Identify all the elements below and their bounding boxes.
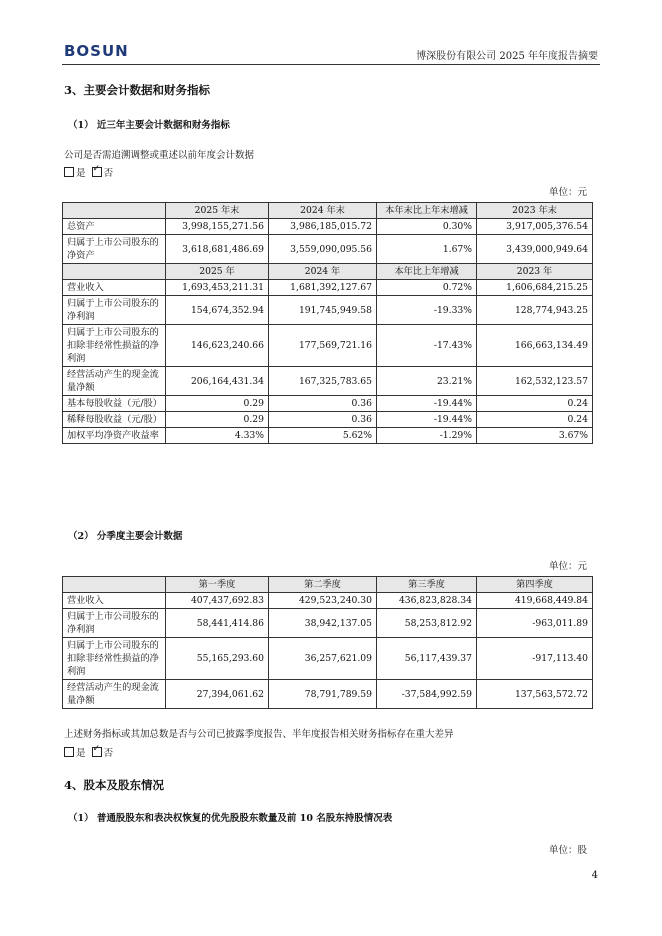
table-row <box>63 325 593 367</box>
row-label: 归属于上市公司股东的扣除非经常性损益的净利润 <box>63 325 166 367</box>
table-row <box>63 412 593 428</box>
no-label: 否 <box>103 168 114 179</box>
yes-label: 是 <box>76 748 86 759</box>
table-header-row <box>63 203 593 219</box>
data-cell: 78,791,789.59 <box>269 680 377 709</box>
data-cell: 0.24 <box>477 412 593 428</box>
table-row <box>63 280 593 296</box>
header-blank-cell <box>63 264 166 280</box>
column-header: 2023 年 <box>477 264 593 280</box>
data-cell: 36,257,621.09 <box>269 638 377 680</box>
company-logo: BOSUN <box>64 42 129 60</box>
data-cell: 162,532,123.57 <box>477 367 593 396</box>
unit-label-2: 单位：元 <box>548 561 587 572</box>
header-blank-cell <box>63 577 166 593</box>
column-header: 2025 年末 <box>166 203 269 219</box>
column-header: 本年末比上年末增减 <box>377 203 477 219</box>
data-cell: 3.67% <box>477 428 593 444</box>
data-cell: 1,693,453,211.31 <box>166 280 269 296</box>
data-cell: 429,523,240.30 <box>269 593 377 609</box>
table-row <box>63 235 593 264</box>
data-cell: 0.36 <box>269 396 377 412</box>
data-cell: -19.44% <box>377 396 477 412</box>
quarterly-data-table <box>62 576 593 709</box>
checkbox-yes <box>64 747 74 757</box>
section-3-title: 3、主要会计数据和财务指标 <box>64 83 211 97</box>
column-header: 2025 年 <box>166 264 269 280</box>
data-cell: 177,569,721.16 <box>269 325 377 367</box>
retro-answer <box>64 165 113 179</box>
row-label: 经营活动产生的现金流量净额 <box>63 680 166 709</box>
data-cell: 3,439,000,949.64 <box>477 235 593 264</box>
unit-label-3: 单位：股 <box>548 845 587 856</box>
table-row <box>63 296 593 325</box>
row-label: 加权平均净资产收益率 <box>63 428 166 444</box>
table-row <box>63 680 593 709</box>
unit-label-1: 单位：元 <box>548 187 587 198</box>
column-header: 本年比上年增减 <box>377 264 477 280</box>
data-cell: 58,441,414.86 <box>166 609 269 638</box>
data-cell: 436,823,828.34 <box>377 593 477 609</box>
header-blank-cell <box>63 203 166 219</box>
data-cell: 58,253,812.92 <box>377 609 477 638</box>
section-4-title: 4、股本及股东情况 <box>64 778 165 792</box>
data-cell: 146,623,240.66 <box>166 325 269 367</box>
row-label: 营业收入 <box>63 280 166 296</box>
data-cell: 206,164,431.34 <box>166 367 269 396</box>
header-divider <box>62 64 600 65</box>
data-cell: 166,663,134.49 <box>477 325 593 367</box>
data-cell: -963,011.89 <box>477 609 593 638</box>
table-row <box>63 638 593 680</box>
checkbox-yes <box>64 167 74 177</box>
no-label: 否 <box>103 748 114 759</box>
section-3-2-title: （2） 分季度主要会计数据 <box>68 531 183 542</box>
section-4-1-title: （1） 普通股股东和表决权恢复的优先股股东数量及前 10 名股东持股情况表 <box>68 813 393 824</box>
data-cell: 3,559,090,095.56 <box>269 235 377 264</box>
data-cell: 3,998,155,271.56 <box>166 219 269 235</box>
column-header: 第三季度 <box>377 577 477 593</box>
data-cell: 1,681,392,127.67 <box>269 280 377 296</box>
data-cell: 0.29 <box>166 412 269 428</box>
section-3-1-title: （1） 近三年主要会计数据和财务指标 <box>68 120 230 131</box>
table-row <box>63 219 593 235</box>
table-header-row <box>63 264 593 280</box>
data-cell: 137,563,572.72 <box>477 680 593 709</box>
table-row <box>63 593 593 609</box>
data-cell: 0.36 <box>269 412 377 428</box>
data-cell: 4.33% <box>166 428 269 444</box>
row-label: 经营活动产生的现金流量净额 <box>63 367 166 396</box>
page-number: 4 <box>591 870 598 881</box>
difference-answer <box>64 745 113 759</box>
column-header: 第四季度 <box>477 577 593 593</box>
row-label: 归属于上市公司股东的净利润 <box>63 296 166 325</box>
column-header: 第一季度 <box>166 577 269 593</box>
table-row <box>63 367 593 396</box>
row-label: 稀释每股收益（元/股） <box>63 412 166 428</box>
data-cell: 5.62% <box>269 428 377 444</box>
data-cell: 0.30% <box>377 219 477 235</box>
data-cell: 3,618,681,486.69 <box>166 235 269 264</box>
data-cell: -37,584,992.59 <box>377 680 477 709</box>
row-label: 基本每股收益（元/股） <box>63 396 166 412</box>
column-header: 2023 年末 <box>477 203 593 219</box>
data-cell: 128,774,943.25 <box>477 296 593 325</box>
data-cell: 191,745,949.58 <box>269 296 377 325</box>
data-cell: 0.72% <box>377 280 477 296</box>
checkbox-no <box>92 167 102 177</box>
retro-question: 公司是否需追溯调整或重述以前年度会计数据 <box>64 150 255 161</box>
data-cell: 56,117,439.37 <box>377 638 477 680</box>
data-cell: 3,917,005,376.54 <box>477 219 593 235</box>
table-row <box>63 396 593 412</box>
data-cell: -1.29% <box>377 428 477 444</box>
column-header: 第二季度 <box>269 577 377 593</box>
data-cell: 27,394,061.62 <box>166 680 269 709</box>
data-cell: 407,437,692.83 <box>166 593 269 609</box>
row-label: 归属于上市公司股东的净资产 <box>63 235 166 264</box>
row-label: 总资产 <box>63 219 166 235</box>
column-header: 2024 年末 <box>269 203 377 219</box>
data-cell: 1.67% <box>377 235 477 264</box>
data-cell: -19.44% <box>377 412 477 428</box>
table-row <box>63 428 593 444</box>
data-cell: 167,325,783.65 <box>269 367 377 396</box>
data-cell: 154,674,352.94 <box>166 296 269 325</box>
table-row <box>63 609 593 638</box>
data-cell: 419,668,449.84 <box>477 593 593 609</box>
checkbox-no <box>92 747 102 757</box>
column-header: 2024 年 <box>269 264 377 280</box>
report-title: 博深股份有限公司 2025 年年度报告摘要 <box>416 51 598 62</box>
row-label: 归属于上市公司股东的净利润 <box>63 609 166 638</box>
data-cell: 38,942,137.05 <box>269 609 377 638</box>
difference-question: 上述财务指标或其加总数是否与公司已披露季度报告、半年度报告相关财务指标存在重大差异 <box>64 729 454 740</box>
row-label: 归属于上市公司股东的扣除非经常性损益的净利润 <box>63 638 166 680</box>
data-cell: 0.24 <box>477 396 593 412</box>
data-cell: -917,113.40 <box>477 638 593 680</box>
row-label: 营业收入 <box>63 593 166 609</box>
annual-data-table <box>62 202 593 444</box>
data-cell: 1,606,684,215.25 <box>477 280 593 296</box>
data-cell: 0.29 <box>166 396 269 412</box>
table-header-row <box>63 577 593 593</box>
data-cell: 55,165,293.60 <box>166 638 269 680</box>
data-cell: 23.21% <box>377 367 477 396</box>
data-cell: -19.33% <box>377 296 477 325</box>
data-cell: 3,986,185,015.72 <box>269 219 377 235</box>
data-cell: -17.43% <box>377 325 477 367</box>
yes-label: 是 <box>76 168 86 179</box>
